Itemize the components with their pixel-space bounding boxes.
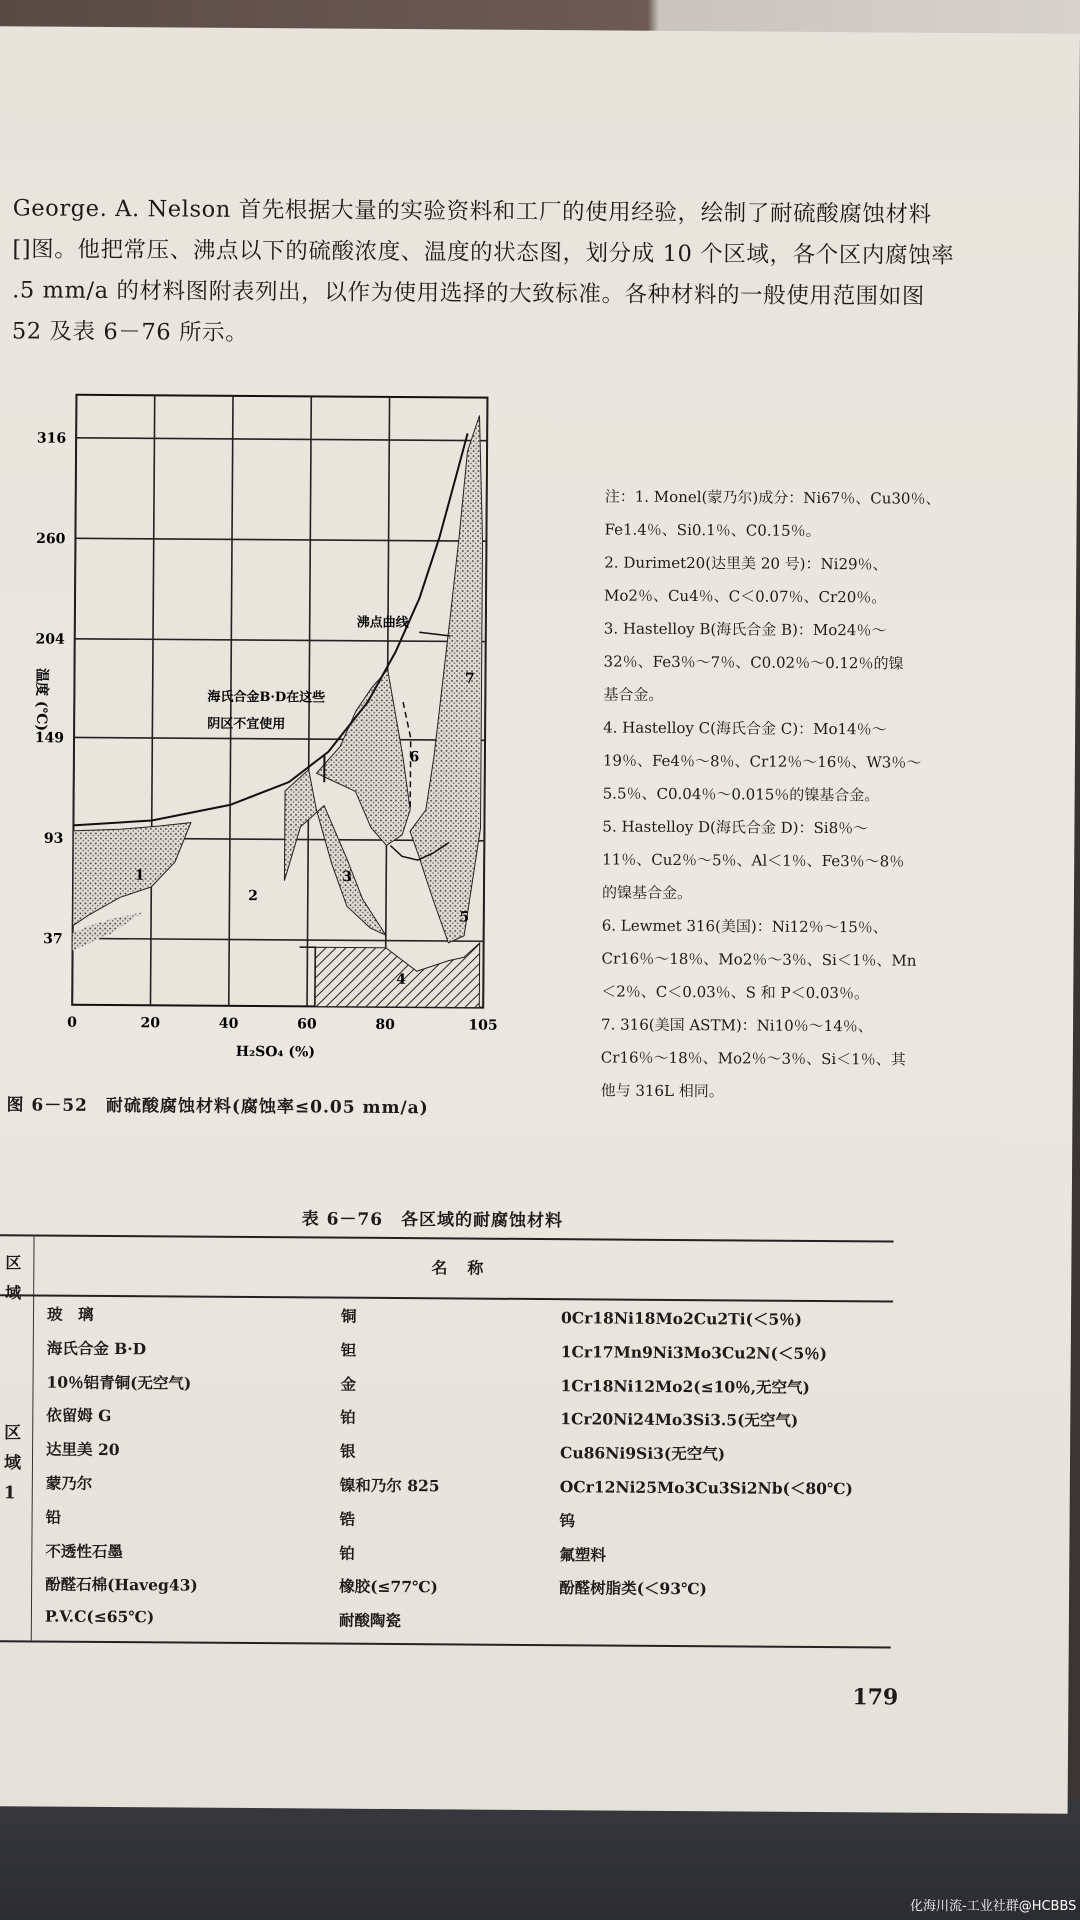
y-tick-label: 37 [43, 931, 63, 948]
table-cell: 海氏合金 B·D [46, 1338, 147, 1359]
table-cell: 氟塑料 [559, 1544, 606, 1565]
boiling-curve-annotation: 沸点曲线 [356, 615, 409, 631]
watermark: 化海川流-工业社群@HCBBS [910, 1899, 1077, 1914]
y-tick-label: 204 [35, 631, 65, 648]
table-cell: 橡胶(≤77℃) [339, 1577, 439, 1597]
note-line: 他与 316L 相同。 [600, 1081, 724, 1101]
note-line: 基合金。 [603, 685, 664, 704]
region-label-4: 4 [396, 971, 407, 988]
note-line: 5.5％、C0.04％～0.015％的镍基合金。 [602, 784, 880, 805]
note-line: 7. 316(美国 ASTM)：Ni10％～14％、 [600, 1015, 873, 1036]
note-line: 6. Lewmet 316(美国)：Ni12％～15％、 [601, 916, 888, 937]
table-cell: 0Cr18Ni18Mo2Cu2Ti(＜5％) [560, 1308, 803, 1329]
table-cell: 达里美 20 [46, 1439, 120, 1460]
note-line: Cr16％～18％、Mo2％～3％、Si＜1％、Mn [601, 949, 917, 970]
table-cell: 1Cr17Mn9Ni3Mo3Cu2N(＜5％) [560, 1341, 828, 1363]
table-cell: 铂 [340, 1408, 356, 1428]
table-cell: 蒙乃尔 [45, 1473, 93, 1493]
table-cell: 铜 [340, 1306, 357, 1326]
table-cell: 酚醛树脂类(＜93℃) [559, 1578, 707, 1599]
table-cell: 镍和乃尔 825 [339, 1475, 440, 1496]
note-line: 11％、Cu2％～5％、Al＜1％、Fe3％～8％ [602, 850, 905, 871]
table-cell: 钽 [340, 1340, 357, 1360]
x-tick-label: 105 [468, 1017, 498, 1034]
sulfuric-acid-chart [0, 386, 597, 1090]
table-cell: 不透性石墨 [45, 1541, 123, 1561]
intro-line: George. A. Nelson 首先根据大量的实验资料和工厂的使用经验，绘制了耐硫酸腐蚀材料 [12, 195, 932, 228]
note-line: 32％、Fe3％～7％、C0.02％～0.12％的镍 [603, 652, 904, 673]
table-cell: P.V.C(≤65℃) [44, 1606, 155, 1627]
region-label-2: 2 [248, 888, 258, 905]
note-line: 2. Durimet20(达里美 20 号)：Ni29％、 [604, 553, 888, 574]
note-line: 19％、Fe4％～8％、Cr12％～16％、W3％～ [602, 751, 922, 772]
table-header-name: 名称 [431, 1258, 504, 1278]
note-line: 5. Hastelloy D(海氏合金 D)：Si8％～ [602, 817, 869, 838]
table-cell: 酚醛石棉(Haveg43) [45, 1574, 198, 1596]
note-line: ＜2％、C＜0.03％、S 和 P＜0.03％。 [601, 982, 870, 1003]
note-line: 注：1. Monel(蒙乃尔)成分：Ni67％、Cu30％、 [604, 487, 941, 508]
y-tick-label: 149 [34, 730, 65, 747]
intro-line: []图。他把常压、沸点以下的硫酸浓度、温度的状态图，划分成 10 个区域，各个区内腐蚀率 [12, 236, 955, 269]
table-cell: 铅 [45, 1507, 62, 1527]
x-tick-label: 60 [297, 1016, 317, 1033]
table-cell: 铂 [339, 1543, 355, 1563]
figure-caption: 图 6－52 耐硫酸腐蚀材料(腐蚀率≤0.05 mm/a) [6, 1095, 429, 1119]
note-line: Fe1.4％、Si0.1％、C0.15％。 [604, 520, 821, 540]
hastelloy-annotation-line2: 阴区不宜使用 [207, 716, 286, 733]
x-tick-label: 80 [375, 1016, 395, 1034]
x-tick-label: 0 [67, 1014, 77, 1031]
table-cell: 钨 [559, 1510, 576, 1531]
table-cell: Cu86Ni9Si3(无空气) [560, 1443, 726, 1464]
table-top-rule [0, 1234, 894, 1242]
note-line: 4. Hastelloy C(海氏合金 C)：Mo14％～ [603, 718, 887, 739]
region-label-3: 3 [342, 869, 353, 886]
x-tick-label: 20 [140, 1015, 161, 1032]
table-bottom-rule [0, 1640, 891, 1648]
book-page [0, 26, 1080, 1813]
y-tick-label: 260 [36, 531, 66, 548]
region-label-1: 1 [134, 867, 145, 884]
note-line: 的镍基合金。 [601, 883, 693, 903]
region-label-5: 5 [459, 909, 470, 926]
note-line: Cr16％～18％、Mo2％～3％、Si＜1％、其 [600, 1048, 906, 1069]
table-cell: 依留姆 G [46, 1405, 112, 1426]
note-line: Mo2％、Cu4％、C＜0.07％、Cr20％。 [603, 586, 887, 607]
hastelloy-annotation-line1: 海氏合金B·D在这些 [207, 689, 326, 706]
table-cell: 锆 [339, 1509, 356, 1529]
table-cell: 金 [340, 1374, 357, 1394]
table-cell: 耐酸陶瓷 [338, 1610, 401, 1631]
table-header-rule [0, 1294, 893, 1302]
composition-notes [600, 480, 1004, 1110]
x-axis-label: H₂SO₄ (%) [235, 1043, 316, 1061]
page-number: 179 [852, 1684, 899, 1711]
region-1-label: 区域 1 [3, 1423, 22, 1504]
intro-line: 52 及表 6－76 所示。 [11, 318, 249, 346]
region-label-7: 7 [464, 670, 475, 687]
note-line: 3. Hastelloy B(海氏合金 B)：Mo24％～ [603, 619, 887, 640]
x-tick-label: 40 [218, 1015, 239, 1032]
table-cell: OCr12Ni25Mo3Cu3Si2Nb(＜80℃) [559, 1477, 853, 1499]
intro-line: .5 mm/a 的材料图附表列出，以作为使用选择的大致标准。各种材料的一般使用范围如图 [12, 277, 925, 310]
table-cell: 1Cr20Ni24Mo3Si3.5(无空气) [560, 1409, 799, 1431]
table-cell: 1Cr18Ni12Mo2(≤10％,无空气) [560, 1375, 810, 1397]
table-cell: 银 [340, 1441, 356, 1461]
y-tick-label: 316 [36, 430, 67, 447]
table-cell: 玻 璃 [46, 1304, 94, 1324]
table-caption: 表 6－76 各区域的耐腐蚀材料 [301, 1209, 564, 1232]
region-label-6: 6 [409, 749, 420, 766]
intro-paragraph [12, 188, 1023, 359]
y-tick-label: 93 [43, 830, 64, 847]
table-cell: 10％铝青铜(无空气) [46, 1372, 192, 1393]
table-header-region: 区域 [5, 1253, 22, 1303]
y-axis-label: 温度 (℃) [33, 668, 50, 732]
